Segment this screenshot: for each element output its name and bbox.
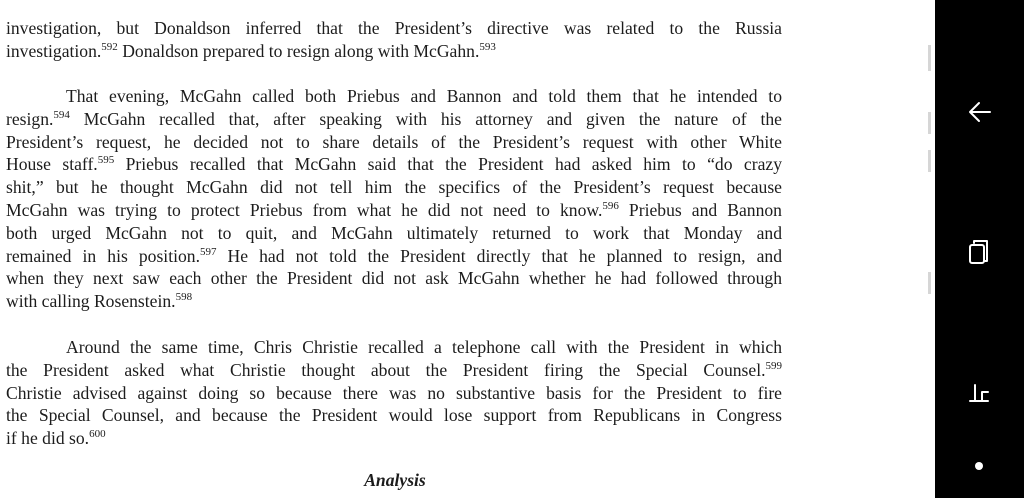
text-line: McGahn was trying to protect Priebus from what he did not need to know.$^{596}$ Priebus and Bannon <box>6 199 782 220</box>
paragraph-3 <box>6 336 782 450</box>
text-line: shit,” but he thought McGahn did not tell him the specifics of the President’s request because <box>6 177 782 198</box>
page-edge-mark <box>928 272 931 294</box>
text-line: resign.$^{594}$ McGahn recalled that, after speaking with his attorney and given the nature of the <box>6 108 782 129</box>
text-line: President’s request, he decided not to share details of the President’s request with other White <box>6 131 782 152</box>
recent-apps-icon[interactable] <box>957 230 1001 274</box>
footnote-ref[interactable]: 592 <box>101 40 118 53</box>
footnote-ref[interactable]: 593 <box>479 40 496 53</box>
text-line: if he did so.$^{600}$ <box>6 428 106 449</box>
dot-indicator-icon <box>957 444 1001 488</box>
text-line: Around the same time, Chris Christie recalled a telephone call with the President in which <box>66 337 782 357</box>
page-edge-mark <box>928 45 931 71</box>
page-edge-mark <box>928 150 931 172</box>
text-line: when they next saw each other the President did not ask McGahn whether he had followed through <box>6 268 782 289</box>
text-line: with calling Rosenstein.$^{598}$ <box>6 291 193 312</box>
paragraph-1 <box>6 17 782 63</box>
text-line: the President asked what Christie thought about the President firing the Special Counsel.$^{599}$ <box>6 359 782 380</box>
text-line: That evening, McGahn called both Priebus and Bannon and told them that he intended to <box>66 86 782 106</box>
text-line: both urged McGahn not to quit, and McGahn ultimately returned to work that Monday and <box>6 222 782 243</box>
text-line: Christie advised against doing so because there was no substantive basis for the President to fire <box>6 382 782 403</box>
text-line: House staff.$^{595}$ Priebus recalled that McGahn said that the President had asked him to “do crazy <box>6 154 783 175</box>
text-line: investigation.$^{592}$ Donaldson prepared to resign along with McGahn.$^{593}$ <box>6 40 496 61</box>
footnote-ref[interactable]: 596 <box>602 199 619 212</box>
navigation-bar <box>935 0 1024 498</box>
footnote-ref[interactable]: 594 <box>53 108 70 121</box>
text-line: the Special Counsel, and because the President would lose support from Republicans in Congress <box>6 405 782 426</box>
footnote-ref[interactable]: 598 <box>175 291 193 304</box>
footnote-ref[interactable]: 599 <box>765 359 782 372</box>
text-line: remained in his position.$^{597}$ He had not told the President directly that he planned to resign, and <box>6 245 782 266</box>
section-heading: Analysis <box>364 470 426 490</box>
text-line: investigation, but Donaldson inferred that the President’s directive was related to the Russia <box>6 18 782 38</box>
footnote-ref[interactable]: 600 <box>89 428 106 441</box>
paragraph-2 <box>6 85 782 313</box>
rotate-icon[interactable] <box>957 370 1001 414</box>
footnote-ref[interactable]: 597 <box>199 245 217 258</box>
back-icon[interactable] <box>957 90 1001 134</box>
footnote-ref[interactable]: 595 <box>97 154 115 167</box>
page-edge-mark <box>928 112 931 134</box>
